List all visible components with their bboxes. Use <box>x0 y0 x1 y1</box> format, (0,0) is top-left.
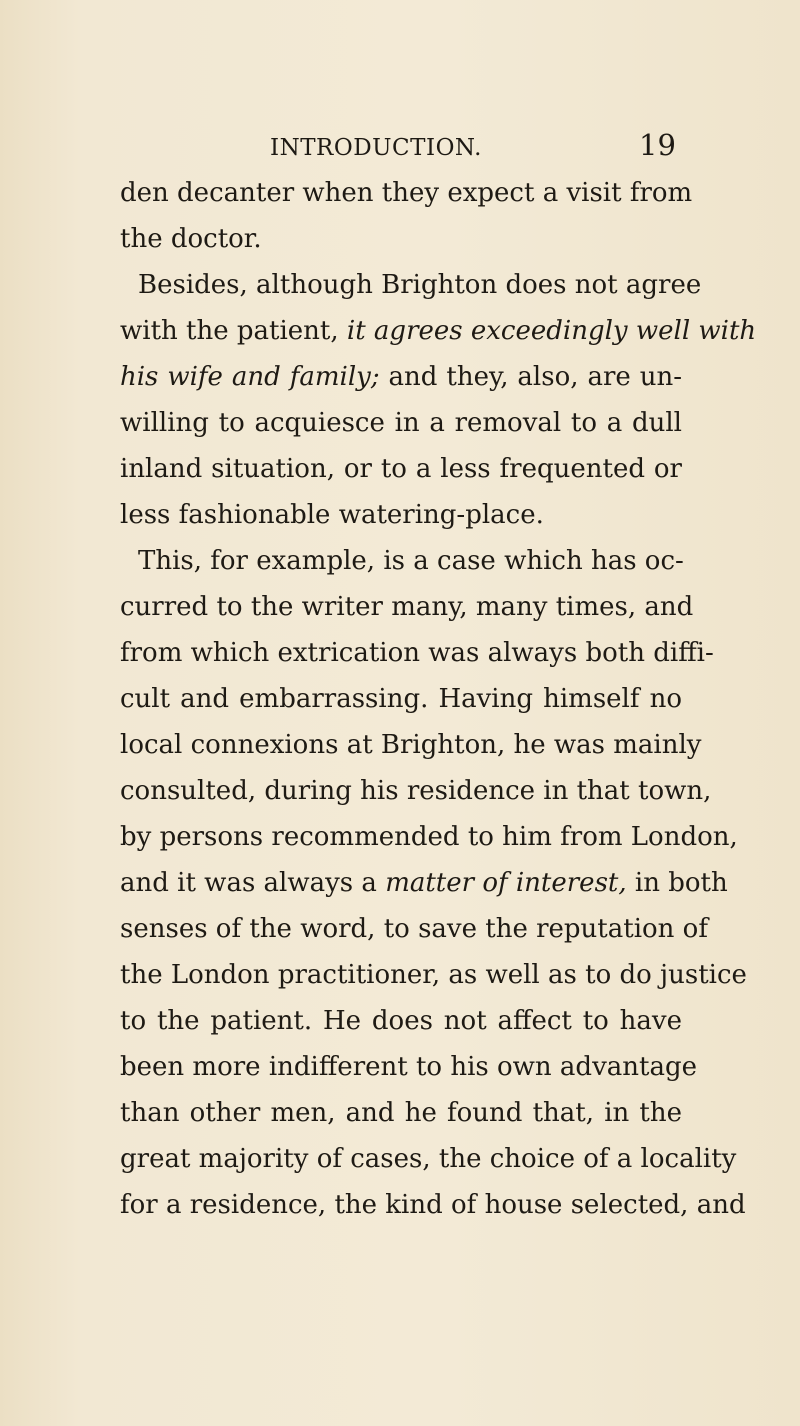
text-line: the doctor. <box>120 224 262 254</box>
italic-span: his wife and family; <box>120 362 380 392</box>
text-line: for a residence, the kind of house selected, and <box>120 1190 746 1220</box>
text-line <box>120 860 728 906</box>
text-span: in both <box>626 868 728 898</box>
text-line: from which extrication was always both diffi- <box>120 638 714 668</box>
text-line: willing to acquiesce in a removal to a dull <box>120 408 682 438</box>
running-head-title: INTRODUCTION. <box>270 135 482 161</box>
text-line <box>120 308 757 354</box>
body-text <box>120 170 757 1228</box>
text-line: great majority of cases, the choice of a locality <box>120 1144 737 1174</box>
text-span: and it was always a <box>120 868 386 898</box>
italic-span: it agrees exceedingly well with <box>346 316 757 346</box>
text-line: to the patient. He does not affect to have <box>120 1006 682 1036</box>
text-line: by persons recommended to him from London, <box>120 822 738 852</box>
text-line: senses of the word, to save the reputation of <box>120 914 708 944</box>
page-number: 19 <box>639 128 676 162</box>
text-span: with the patient, <box>120 316 347 346</box>
text-span: and they, also, are un- <box>379 362 682 392</box>
text-line: been more indifferent to his own advantage <box>120 1052 697 1082</box>
text-line: than other men, and he found that, in the <box>120 1098 682 1128</box>
text-line: curred to the writer many, many times, and <box>120 592 694 622</box>
running-head <box>0 130 800 162</box>
text-line: inland situation, or to a less frequented or <box>120 454 682 484</box>
text-line: consulted, during his residence in that town, <box>120 776 712 806</box>
text-line: local connexions at Brighton, he was mainly <box>120 730 702 760</box>
text-line: This, for example, is a case which has oc- <box>138 546 684 576</box>
text-line: den decanter when they expect a visit from <box>120 178 693 208</box>
text-line: the London practitioner, as well as to do justice <box>120 960 747 990</box>
text-line: less fashionable watering-place. <box>120 500 544 530</box>
text-line: Besides, although Brighton does not agree <box>138 270 702 300</box>
text-line <box>120 354 682 400</box>
text-line: cult and embarrassing. Having himself no <box>120 684 682 714</box>
italic-span: matter of interest, <box>385 868 627 898</box>
